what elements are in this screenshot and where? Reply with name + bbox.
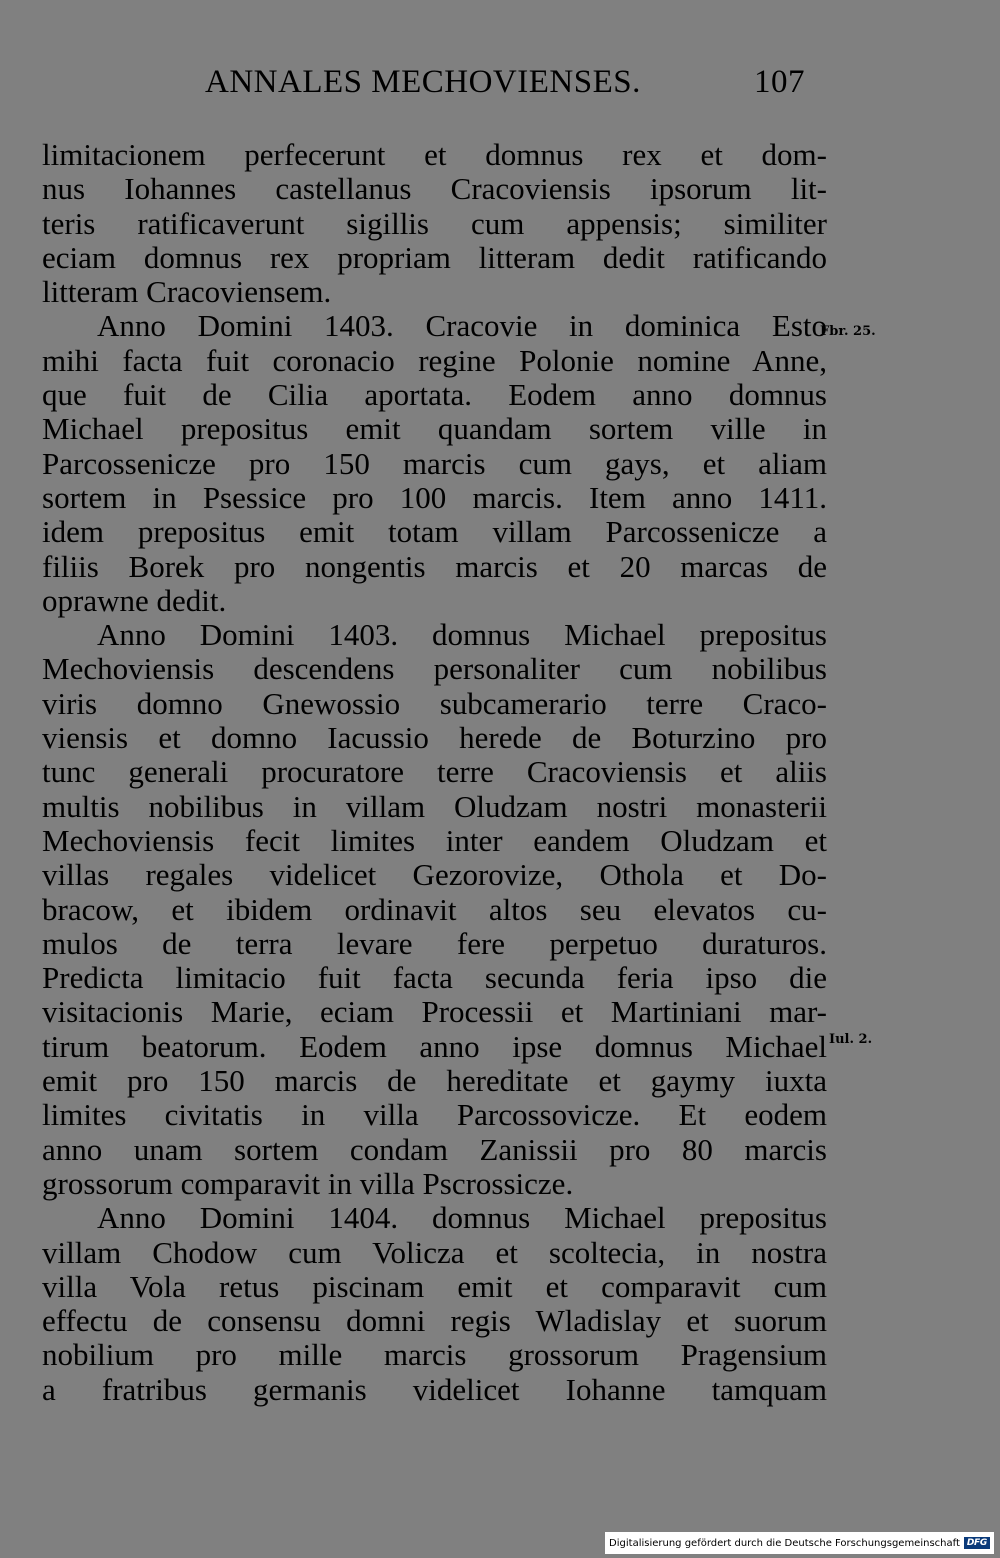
text-line: teris ratificaverunt sigillis cum appensis; similiter — [42, 205, 827, 241]
text-line: sortem in Psessice pro 100 marcis. Item anno 1411. — [42, 479, 827, 515]
text-line: emit pro 150 marcis de hereditate et gaymy iuxta — [42, 1063, 827, 1099]
text-line: Michael prepositus emit quandam sortem ville in — [42, 411, 827, 447]
text-line: a fratribus germanis videlicet Iohanne tamquam — [42, 1371, 827, 1407]
text-line: eciam domnus rex propriam litteram dedit ratificando — [42, 239, 827, 275]
text-line: Anno Domini 1404. domnus Michael prepositus — [97, 1200, 827, 1236]
text-line: visitacionis Marie, eciam Processii et Martiniani mar- — [42, 994, 827, 1030]
text-line: tunc generali procuratore terre Cracoviensis et aliis — [42, 754, 827, 790]
text-line: grossorum comparavit in villa Pscrossicze. — [42, 1165, 574, 1201]
text-line: nus Iohannes castellanus Cracoviensis ipsorum lit- — [42, 171, 827, 207]
text-line: nobilium pro mille marcis grossorum Pragensium — [42, 1337, 827, 1373]
text-line: mulos de terra levare fere perpetuo duraturos. — [42, 925, 827, 961]
text-line: Parcossenicze pro 150 marcis cum gays, et aliam — [42, 445, 827, 481]
text-line: limitacionem perfecerunt et domnus rex et dom- — [42, 137, 827, 172]
text-line: mihi facta fuit coronacio regine Polonie nomine Anne, — [42, 342, 827, 378]
text-line: bracow, et ibidem ordinavit altos seu elevatos cu- — [42, 891, 827, 927]
text-line: tirum beatorum. Eodem anno ipse domnus Michael — [42, 1028, 827, 1064]
credit-text: Digitalisierung gefördert durch die Deutsche Forschungsgemeinschaft — [609, 1537, 960, 1549]
text-line: Anno Domini 1403. Cracovie in dominica Esto — [97, 308, 827, 344]
body-text — [42, 138, 827, 1407]
text-line: viensis et domno Iacussio herede de Boturzino pro — [42, 720, 827, 756]
text-line: effectu de consensu domni regis Wladislay et suorum — [42, 1303, 827, 1339]
text-line: anno unam sortem condam Zanissii pro 80 marcis — [42, 1131, 827, 1167]
text-line: villas regales videlicet Gezorovize, Othola et Do- — [42, 857, 827, 893]
text-line: oprawne dedit. — [42, 582, 227, 618]
text-line: viris domno Gnewossio subcamerario terre Craco- — [42, 685, 827, 721]
text-line: multis nobilibus in villam Oludzam nostri monasterii — [42, 788, 827, 824]
running-title: ANNALES MECHOVIENSES. — [205, 64, 641, 100]
page-number: 107 — [754, 64, 805, 100]
text-line: Anno Domini 1403. domnus Michael prepositus — [97, 617, 827, 653]
running-head — [205, 64, 805, 104]
text-line: filiis Borek pro nongentis marcis et 20 marcas de — [42, 548, 827, 584]
dfg-logo-icon: DFG — [964, 1537, 990, 1549]
text-line: Mechoviensis fecit limites inter eandem Oludzam et — [42, 822, 827, 858]
text-line: que fuit de Cilia aportata. Eodem anno domnus — [42, 377, 827, 413]
text-line: limites civitatis in villa Parcossovicze. Et eodem — [42, 1097, 827, 1133]
text-line: idem prepositus emit totam villam Parcossenicze a — [42, 514, 827, 550]
text-line: villa Vola retus piscinam emit et comparavit cum — [42, 1268, 827, 1304]
text-line: litteram Cracoviensem. — [42, 274, 332, 310]
margin-note-date: Fbr. 25. — [820, 324, 876, 339]
margin-note-date: Iul. 2. — [829, 1032, 873, 1047]
digitization-credit — [605, 1532, 994, 1554]
text-line: villam Chodow cum Volicza et scoltecia, in nostra — [42, 1234, 827, 1270]
text-line: Mechoviensis descendens personaliter cum nobilibus — [42, 651, 827, 687]
text-line: Predicta limitacio fuit facta secunda feria ipso die — [42, 960, 827, 996]
